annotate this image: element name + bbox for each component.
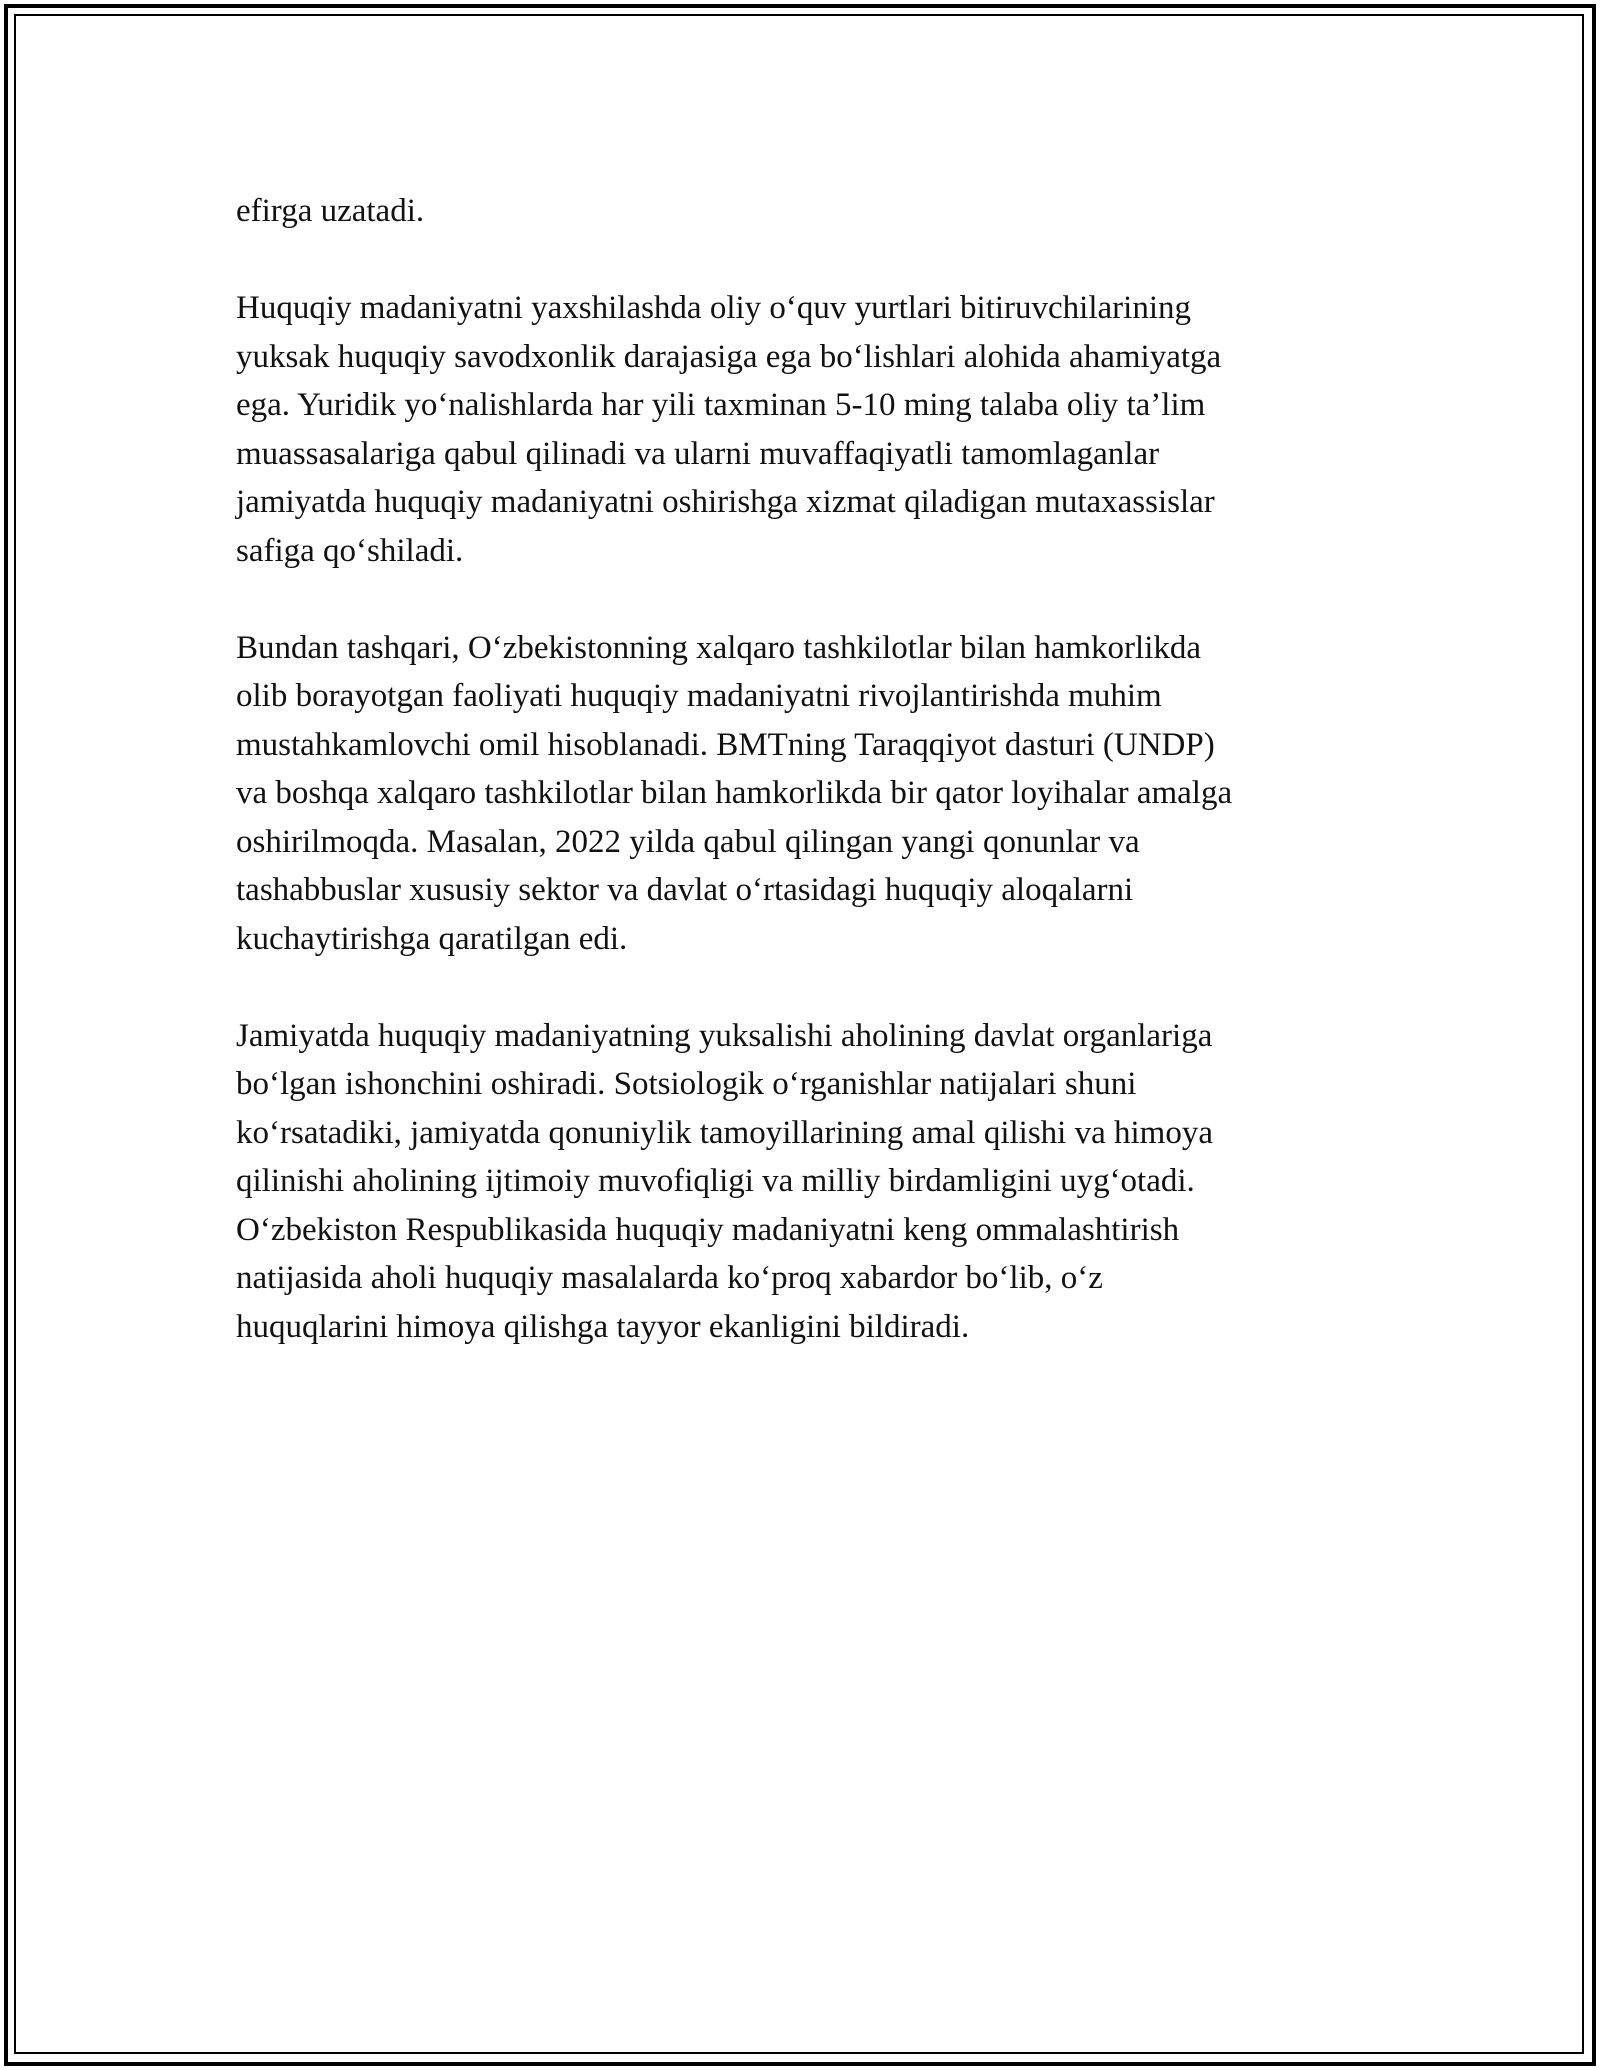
text-line: qilinishi aholining ijtimoiy muvofiqligi va milliy birdamligini uyg‘otadi. [236, 1163, 1195, 1199]
text-line: Jamiyatda huquqiy madaniyatning yuksalishi aholining davlat organlariga [236, 1017, 1213, 1054]
paragraph-spacer [236, 236, 1366, 285]
text-line: olib borayotgan faoliyati huquqiy madaniyatni rivojlantirishda muhim [236, 678, 1162, 714]
paragraph-spacer [236, 575, 1366, 624]
text-line: kuchaytirishga qaratilgan edi. [236, 920, 628, 957]
text-line: Bundan tashqari, O‘zbekistonning xalqaro tashkilotlar bilan hamkorlikda [236, 629, 1202, 666]
text-line: O‘zbekiston Respublikasida huquqiy madaniyatni keng ommalashtirish [236, 1211, 1180, 1248]
text-line: va boshqa xalqaro tashkilotlar bilan hamkorlikda bir qator loyihalar amalga [236, 775, 1233, 811]
text-line: safiga qo‘shiladi. [236, 532, 464, 569]
paragraph-2 [236, 284, 1366, 575]
paragraph-1 [236, 187, 1366, 236]
text-line: efirga uzatadi. [236, 193, 425, 229]
paragraph-spacer [236, 963, 1366, 1012]
text-line: jamiyatda huquqiy madaniyatni oshirishga xizmat qiladigan mutaxassislar [236, 484, 1215, 520]
text-line: ko‘rsatadiki, jamiyatda qonuniylik tamoyillarining amal qilishi va himoya [236, 1114, 1213, 1151]
text-line: muassasalariga qabul qilinadi va ularni muvaffaqiyatli tamomlaganlar [236, 435, 1160, 472]
paragraph-4 [236, 1012, 1366, 1352]
text-line: ega. Yuridik yo‘nalishlarda har yili taxminan 5-10 ming talaba oliy ta’lim [236, 387, 1206, 423]
text-line: huquqlarini himoya qilishga tayyor ekanligini bildiradi. [236, 1308, 970, 1345]
text-line: oshirilmoqda. Masalan, 2022 yilda qabul qilingan yangi qonunlar va [236, 823, 1140, 860]
text-line: natijasida aholi huquqiy masalalarda ko‘proq xabardor bo‘lib, o‘z [236, 1260, 1103, 1296]
text-line: yuksak huquqiy savodxonlik darajasiga ega bo‘lishlari alohida ahamiyatga [236, 338, 1222, 375]
text-line: mustahkamlovchi omil hisoblanadi. BMTning Taraqqiyot dasturi (UNDP) [236, 726, 1215, 763]
document-body [236, 187, 1366, 1351]
text-line: bo‘lgan ishonchini oshiradi. Sotsiologik o‘rganishlar natijalari shuni [236, 1066, 1137, 1102]
text-line: tashabbuslar xususiy sektor va davlat o‘rtasidagi huquqiy aloqalarni [236, 872, 1134, 908]
paragraph-3 [236, 624, 1366, 964]
text-line: Huquqiy madaniyatni yaxshilashda oliy o‘quv yurtlari bitiruvchilarining [236, 290, 1191, 326]
